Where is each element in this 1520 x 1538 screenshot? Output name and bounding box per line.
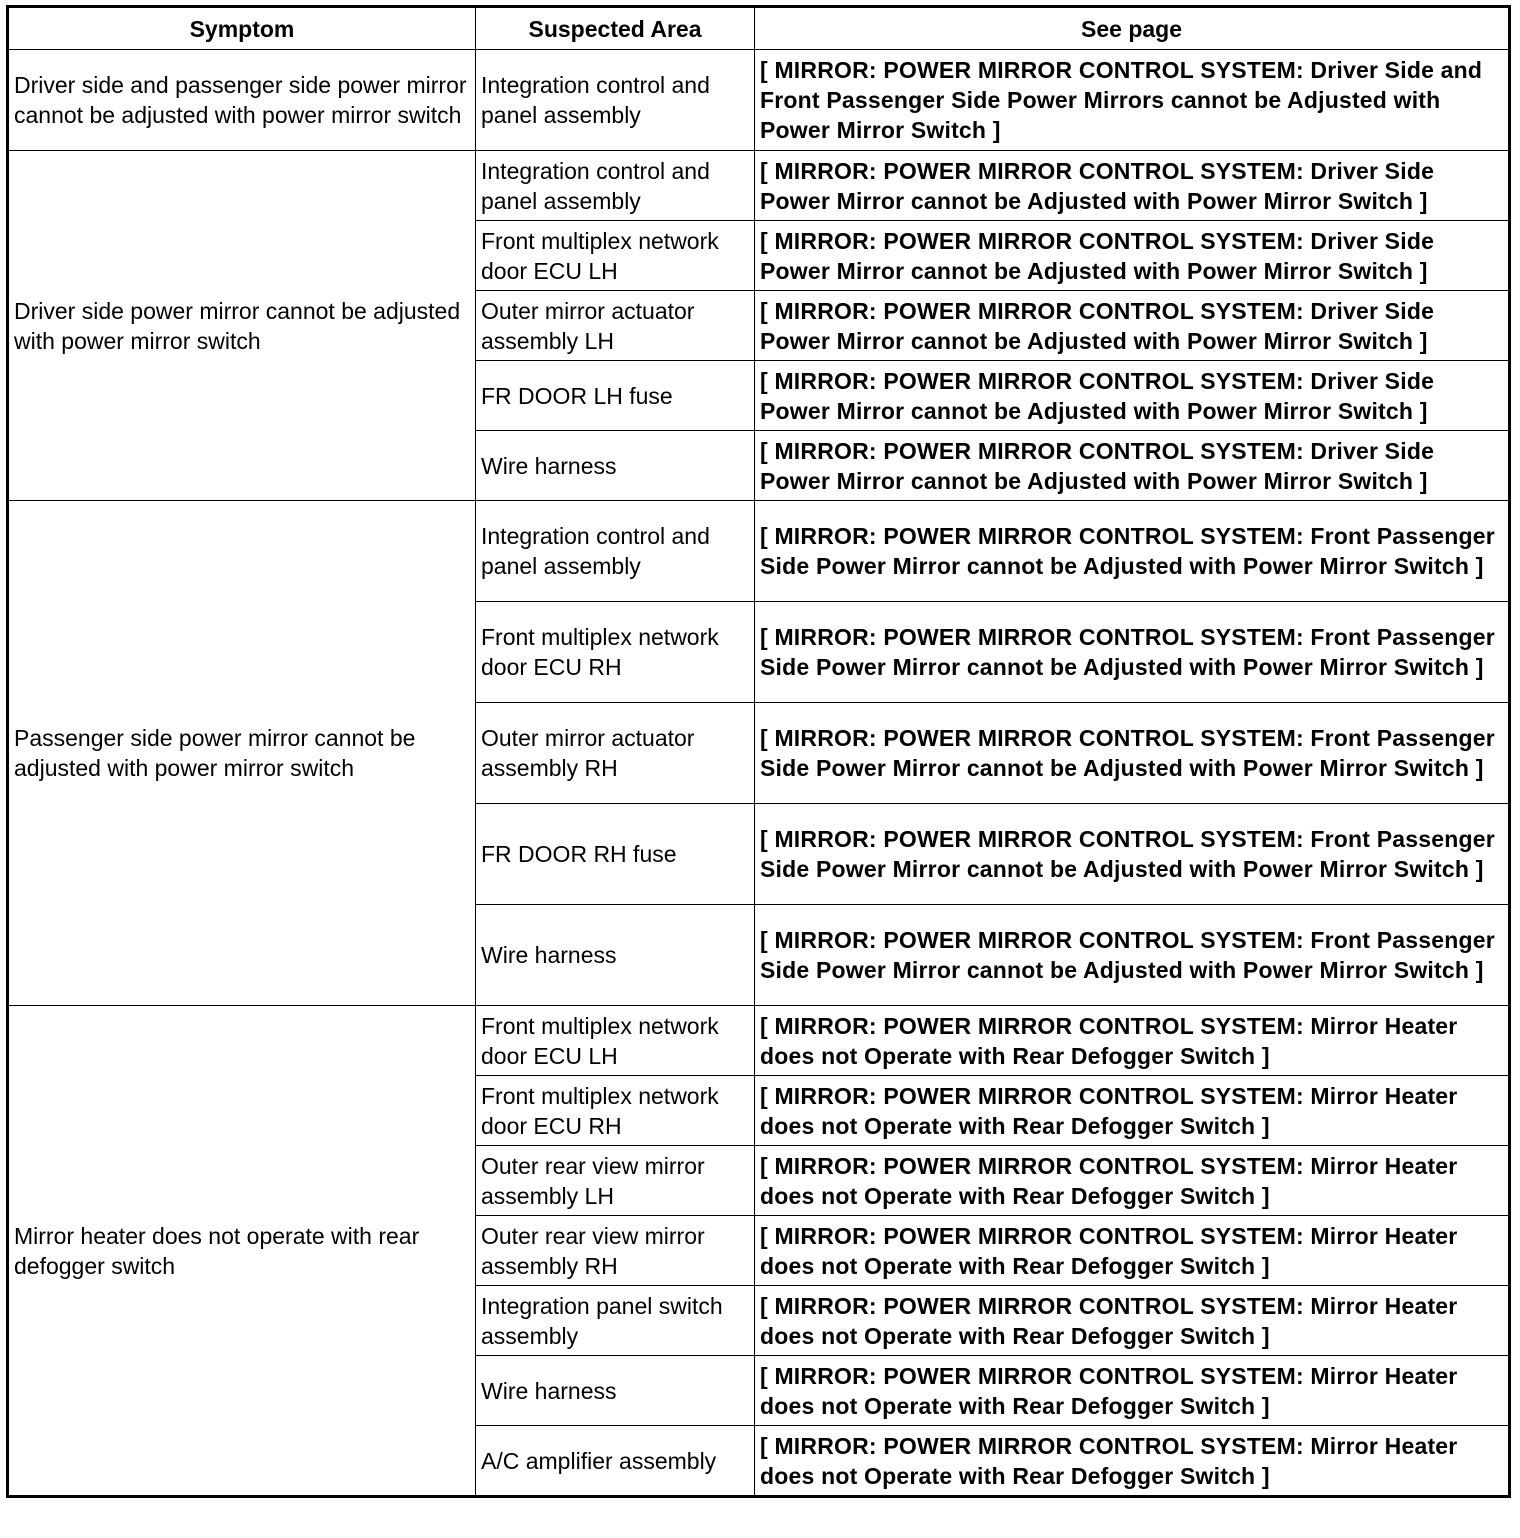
see-page-link[interactable]: [ MIRROR: POWER MIRROR CONTROL SYSTEM: Driver Side Power Mirror cannot be Adjusted with Power Mirror Switch ] (755, 361, 1510, 431)
symptom-cell: Driver side and passenger side power mirror cannot be adjusted with power mirror switch (8, 50, 476, 151)
symptom-table (6, 5, 1511, 1498)
see-page-link[interactable]: [ MIRROR: POWER MIRROR CONTROL SYSTEM: Driver Side Power Mirror cannot be Adjusted with Power Mirror Switch ] (755, 151, 1510, 221)
see-page-link[interactable]: [ MIRROR: POWER MIRROR CONTROL SYSTEM: Front Passenger Side Power Mirror cannot be Adjusted with Power Mirror Switch ] (755, 905, 1510, 1006)
header-symptom: Symptom (8, 7, 476, 50)
see-page-link[interactable]: [ MIRROR: POWER MIRROR CONTROL SYSTEM: Front Passenger Side Power Mirror cannot be Adjusted with Power Mirror Switch ] (755, 501, 1510, 602)
suspected-area-cell: Outer mirror actuator assembly LH (476, 291, 755, 361)
suspected-area-cell: Wire harness (476, 431, 755, 501)
see-page-link[interactable]: [ MIRROR: POWER MIRROR CONTROL SYSTEM: Mirror Heater does not Operate with Rear Defogger Switch ] (755, 1216, 1510, 1286)
suspected-area-cell: A/C amplifier assembly (476, 1426, 755, 1497)
table-header-row (8, 7, 1510, 50)
see-page-link[interactable]: [ MIRROR: POWER MIRROR CONTROL SYSTEM: Mirror Heater does not Operate with Rear Defogger Switch ] (755, 1286, 1510, 1356)
suspected-area-cell: FR DOOR LH fuse (476, 361, 755, 431)
table-row (8, 501, 1510, 602)
suspected-area-cell: Integration control and panel assembly (476, 151, 755, 221)
suspected-area-cell: Outer rear view mirror assembly RH (476, 1216, 755, 1286)
header-see-page: See page (755, 7, 1510, 50)
see-page-link[interactable]: [ MIRROR: POWER MIRROR CONTROL SYSTEM: Front Passenger Side Power Mirror cannot be Adjusted with Power Mirror Switch ] (755, 703, 1510, 804)
suspected-area-cell: FR DOOR RH fuse (476, 804, 755, 905)
see-page-link[interactable]: [ MIRROR: POWER MIRROR CONTROL SYSTEM: Mirror Heater does not Operate with Rear Defogger Switch ] (755, 1356, 1510, 1426)
suspected-area-cell: Wire harness (476, 1356, 755, 1426)
suspected-area-cell: Integration control and panel assembly (476, 50, 755, 151)
suspected-area-cell: Wire harness (476, 905, 755, 1006)
table-row (8, 151, 1510, 221)
suspected-area-cell: Front multiplex network door ECU RH (476, 602, 755, 703)
see-page-link[interactable]: [ MIRROR: POWER MIRROR CONTROL SYSTEM: Mirror Heater does not Operate with Rear Defogger Switch ] (755, 1006, 1510, 1076)
table-row (8, 50, 1510, 151)
see-page-link[interactable]: [ MIRROR: POWER MIRROR CONTROL SYSTEM: Driver Side Power Mirror cannot be Adjusted with Power Mirror Switch ] (755, 291, 1510, 361)
symptom-cell: Mirror heater does not operate with rear defogger switch (8, 1006, 476, 1497)
suspected-area-cell: Outer mirror actuator assembly RH (476, 703, 755, 804)
suspected-area-cell: Outer rear view mirror assembly LH (476, 1146, 755, 1216)
suspected-area-cell: Front multiplex network door ECU LH (476, 1006, 755, 1076)
see-page-link[interactable]: [ MIRROR: POWER MIRROR CONTROL SYSTEM: Driver Side Power Mirror cannot be Adjusted with Power Mirror Switch ] (755, 431, 1510, 501)
table-row (8, 1006, 1510, 1076)
suspected-area-cell: Front multiplex network door ECU LH (476, 221, 755, 291)
suspected-area-cell: Front multiplex network door ECU RH (476, 1076, 755, 1146)
symptom-cell: Passenger side power mirror cannot be adjusted with power mirror switch (8, 501, 476, 1006)
see-page-link[interactable]: [ MIRROR: POWER MIRROR CONTROL SYSTEM: Driver Side and Front Passenger Side Power Mirrors cannot be Adjusted with Power Mirror Switch ] (755, 50, 1510, 151)
header-suspected-area: Suspected Area (476, 7, 755, 50)
symptom-cell: Driver side power mirror cannot be adjusted with power mirror switch (8, 151, 476, 501)
see-page-link[interactable]: [ MIRROR: POWER MIRROR CONTROL SYSTEM: Mirror Heater does not Operate with Rear Defogger Switch ] (755, 1426, 1510, 1497)
see-page-link[interactable]: [ MIRROR: POWER MIRROR CONTROL SYSTEM: Front Passenger Side Power Mirror cannot be Adjusted with Power Mirror Switch ] (755, 804, 1510, 905)
see-page-link[interactable]: [ MIRROR: POWER MIRROR CONTROL SYSTEM: Front Passenger Side Power Mirror cannot be Adjusted with Power Mirror Switch ] (755, 602, 1510, 703)
see-page-link[interactable]: [ MIRROR: POWER MIRROR CONTROL SYSTEM: Mirror Heater does not Operate with Rear Defogger Switch ] (755, 1146, 1510, 1216)
see-page-link[interactable]: [ MIRROR: POWER MIRROR CONTROL SYSTEM: Driver Side Power Mirror cannot be Adjusted with Power Mirror Switch ] (755, 221, 1510, 291)
suspected-area-cell: Integration control and panel assembly (476, 501, 755, 602)
see-page-link[interactable]: [ MIRROR: POWER MIRROR CONTROL SYSTEM: Mirror Heater does not Operate with Rear Defogger Switch ] (755, 1076, 1510, 1146)
suspected-area-cell: Integration panel switch assembly (476, 1286, 755, 1356)
